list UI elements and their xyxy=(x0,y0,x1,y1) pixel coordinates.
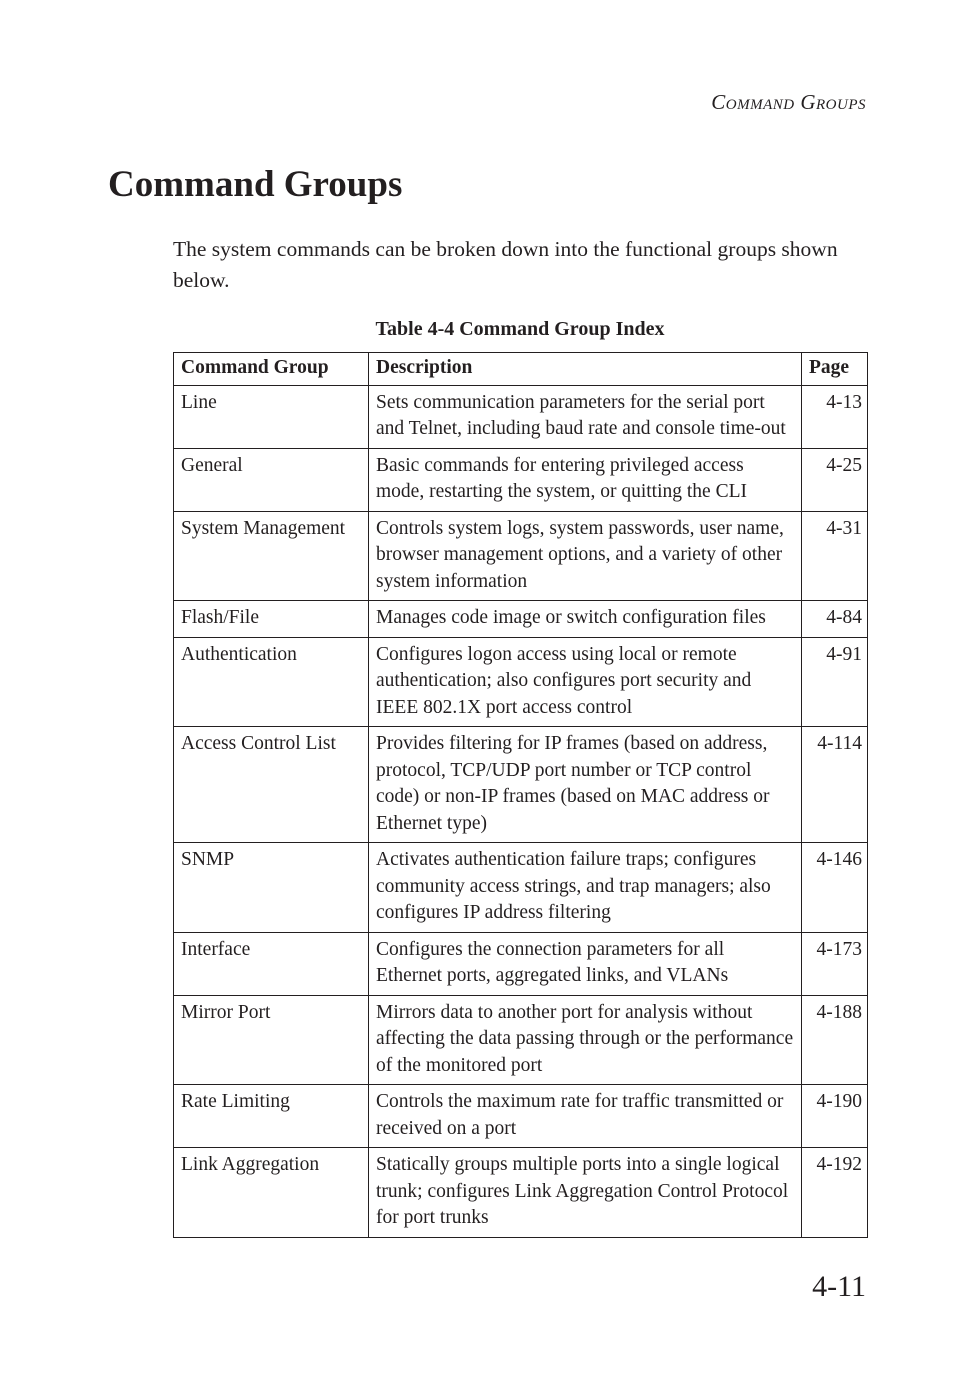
command-group-cell: Link Aggregation xyxy=(174,1148,369,1238)
page-cell: 4-13 xyxy=(802,385,868,448)
table-caption: Table 4-4 Command Group Index xyxy=(375,318,665,340)
description-cell: Mirrors data to another port for analysis without affecting the data passing through or the performance of the monitored port xyxy=(369,995,802,1085)
command-group-cell: Rate Limiting xyxy=(174,1085,369,1148)
page-title: Command Groups xyxy=(108,164,403,205)
command-group-cell: Line xyxy=(174,385,369,448)
table-row xyxy=(174,843,868,933)
description-cell: Configures logon access using local or remote authentication; also configures port security and IEEE 802.1X port access control xyxy=(369,637,802,727)
command-group-cell: Flash/File xyxy=(174,601,369,638)
command-group-table xyxy=(173,352,868,1238)
table-row xyxy=(174,1148,868,1238)
description-cell: Provides filtering for IP frames (based on address, protocol, TCP/UDP port number or TCP control code) or non-IP frames (based on MAC address or Ethernet type) xyxy=(369,727,802,843)
table-header-row xyxy=(174,353,868,386)
table-body xyxy=(174,385,868,1237)
description-cell: Configures the connection parameters for all Ethernet ports, aggregated links, and VLANs xyxy=(369,932,802,995)
page-cell: 4-192 xyxy=(802,1148,868,1238)
table-row xyxy=(174,385,868,448)
table-row xyxy=(174,511,868,601)
page-cell: 4-31 xyxy=(802,511,868,601)
column-header-description: Description xyxy=(369,353,802,386)
description-cell: Manages code image or switch configuration files xyxy=(369,601,802,638)
command-group-cell: SNMP xyxy=(174,843,369,933)
table-row xyxy=(174,448,868,511)
running-header: Command Groups xyxy=(711,90,866,114)
description-cell: Controls system logs, system passwords, user name, browser management options, and a variety of other system information xyxy=(369,511,802,601)
command-group-cell: Access Control List xyxy=(174,727,369,843)
page-number: 4-11 xyxy=(812,1270,866,1303)
command-group-cell: Mirror Port xyxy=(174,995,369,1085)
page-cell: 4-25 xyxy=(802,448,868,511)
description-cell: Sets communication parameters for the serial port and Telnet, including baud rate and console time-out xyxy=(369,385,802,448)
column-header-page: Page xyxy=(802,353,868,386)
command-group-cell: System Management xyxy=(174,511,369,601)
command-group-cell: General xyxy=(174,448,369,511)
page-cell: 4-190 xyxy=(802,1085,868,1148)
command-group-cell: Interface xyxy=(174,932,369,995)
column-header-command-group: Command Group xyxy=(174,353,369,386)
page-cell: 4-114 xyxy=(802,727,868,843)
page-cell: 4-146 xyxy=(802,843,868,933)
command-group-cell: Authentication xyxy=(174,637,369,727)
table-row xyxy=(174,637,868,727)
page-cell: 4-91 xyxy=(802,637,868,727)
intro-paragraph: The system commands can be broken down into the functional groups shown below. xyxy=(173,237,838,292)
table-row xyxy=(174,727,868,843)
page-cell: 4-188 xyxy=(802,995,868,1085)
description-cell: Basic commands for entering privileged access mode, restarting the system, or quitting the CLI xyxy=(369,448,802,511)
table-row xyxy=(174,932,868,995)
table-row xyxy=(174,601,868,638)
page-cell: 4-84 xyxy=(802,601,868,638)
table-row xyxy=(174,1085,868,1148)
table-row xyxy=(174,995,868,1085)
description-cell: Controls the maximum rate for traffic transmitted or received on a port xyxy=(369,1085,802,1148)
description-cell: Activates authentication failure traps; configures community access strings, and trap managers; also configures IP address filtering xyxy=(369,843,802,933)
page-cell: 4-173 xyxy=(802,932,868,995)
description-cell: Statically groups multiple ports into a single logical trunk; configures Link Aggregation Control Protocol for port trunks xyxy=(369,1148,802,1238)
